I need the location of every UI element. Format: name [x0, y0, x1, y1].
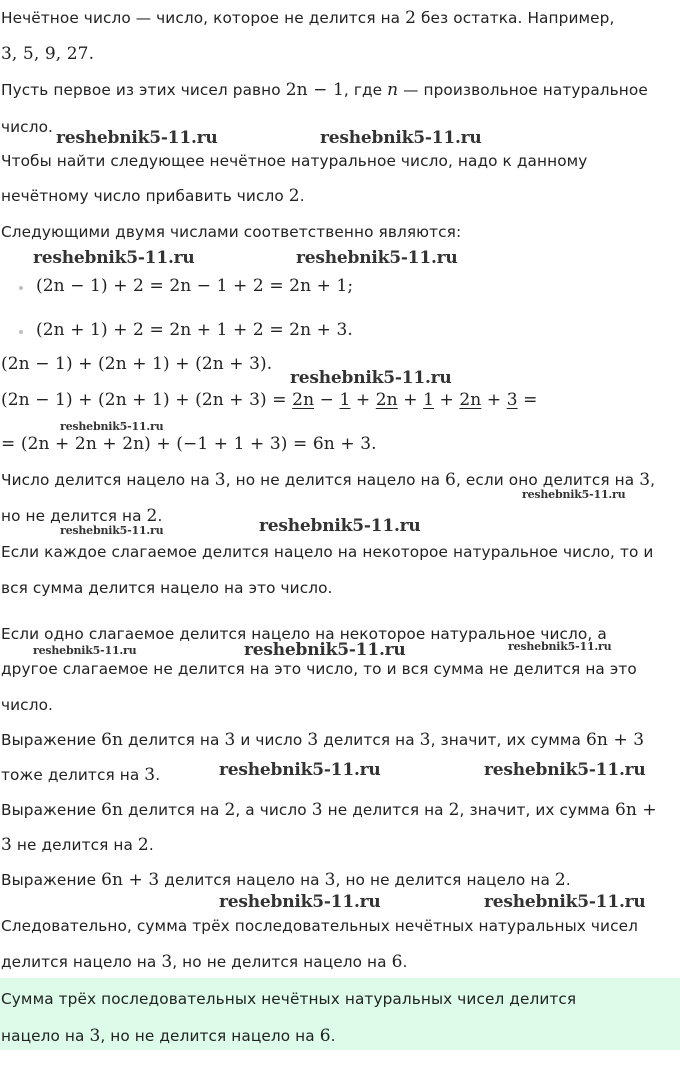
text: но не делится на [1, 507, 147, 525]
math: − [314, 390, 340, 410]
math: 2 [146, 506, 158, 526]
first-number-line [1, 80, 648, 100]
answer-line-2 [1, 1026, 336, 1046]
first-number-line-2 [1, 117, 53, 137]
text: Следовательно, сумма трёх последовательных нечётных натуральных чисел [1, 917, 638, 935]
watermark: reshebnik5-11.ru [522, 488, 626, 501]
watermark: reshebnik5-11.ru [219, 892, 381, 912]
watermark: reshebnik5-11.ru [244, 640, 406, 660]
watermark: reshebnik5-11.ru [320, 128, 482, 148]
math: 2 [405, 8, 417, 28]
math: 3 [144, 765, 156, 785]
examples-line [1, 44, 94, 64]
text: не делится на [11, 836, 138, 854]
math: + [481, 390, 507, 410]
math: (2n − 1) + (2n + 1) + (2n + 3). [1, 354, 273, 374]
watermark: reshebnik5-11.ru [484, 760, 646, 780]
next-number-line [1, 151, 587, 171]
watermark: reshebnik5-11.ru [290, 368, 452, 388]
text: Число делится нацело на [1, 471, 215, 489]
conclusion-2 [1, 952, 408, 972]
text: Пусть первое из этих чисел равно [1, 81, 286, 99]
text: без остатка. Например, [416, 9, 615, 27]
text: , а число [235, 801, 312, 819]
text: , но не делится нацело на [335, 871, 555, 889]
text: и число [235, 731, 308, 749]
math: 2n [292, 390, 315, 410]
expression-by-3 [1, 730, 644, 750]
text: делится на [123, 801, 225, 819]
sum-property-1 [1, 542, 653, 562]
expression-6n3 [1, 870, 571, 890]
divisibility-rule [1, 470, 655, 490]
math: 3 [324, 870, 336, 890]
math: 3 [1, 835, 12, 855]
math: 6n [101, 800, 124, 820]
text: не делится на [322, 801, 449, 819]
bullet-equation-2 [36, 320, 353, 340]
text: . [330, 1027, 336, 1045]
bullet-equation-1 [36, 276, 353, 296]
text: Выражение [1, 731, 102, 749]
text: . [148, 836, 154, 854]
bullet-1 [19, 286, 23, 290]
text: , значит, их сумма [459, 801, 615, 819]
text: делится на [318, 731, 420, 749]
math: 6 [319, 1026, 331, 1046]
math: = (2n + 2n + 2n) + (−1 + 1 + 3) = 6n + 3. [1, 434, 377, 454]
text: вся сумма делится нацело на это число. [1, 579, 333, 597]
text: Чтобы найти следующее нечётное натуральное число, надо к данному [1, 152, 588, 170]
text: тоже делится на [1, 766, 145, 784]
watermark: reshebnik5-11.ru [508, 640, 612, 653]
math: 2n [375, 390, 398, 410]
expression-by-2 [1, 800, 657, 820]
sum-property-2-3 [1, 695, 53, 715]
text: нечётному число прибавить число [1, 187, 289, 205]
text: нацело на [1, 1027, 90, 1045]
next-number-line-2 [1, 186, 305, 206]
math: 1 [339, 390, 351, 410]
text: число. [1, 118, 53, 136]
text: , но не делится нацело на [172, 953, 392, 971]
sum-property-1-2 [1, 578, 333, 598]
math: (2n + 1) + 2 = 2n + 1 + 2 = 2n + 3. [36, 320, 353, 340]
math: + [434, 390, 460, 410]
text: Выражение [1, 871, 102, 889]
watermark: reshebnik5-11.ru [484, 892, 646, 912]
definition-line [1, 8, 614, 28]
watermark: reshebnik5-11.ru [56, 128, 218, 148]
math: + [350, 390, 376, 410]
math: + [397, 390, 424, 410]
math: (2n − 1) + (2n + 1) + (2n + 3) = [1, 390, 293, 410]
math: 3 [89, 1026, 101, 1046]
math: 1 [423, 390, 435, 410]
text: , но не делится нацело на [100, 1027, 320, 1045]
next-two-heading [1, 222, 461, 242]
text: , если оно делится на [455, 471, 640, 489]
math: n [387, 80, 399, 100]
watermark: reshebnik5-11.ru [60, 420, 164, 433]
math: 2 [448, 800, 460, 820]
text: . [155, 766, 161, 784]
text: . [299, 187, 305, 205]
expression-by-2-2 [1, 835, 154, 855]
text: делится на [123, 731, 225, 749]
math: 2n [459, 390, 482, 410]
watermark: reshebnik5-11.ru [33, 644, 137, 657]
math: 2 [224, 800, 236, 820]
text: , [650, 471, 656, 489]
text: другое слагаемое не делится на это число, то и вся сумма не делится на это [1, 660, 637, 678]
math: 3 [161, 952, 173, 972]
text: — произвольное натуральное [398, 81, 648, 99]
watermark: reshebnik5-11.ru [259, 516, 421, 536]
math: 6 [445, 470, 456, 490]
math: 2 [554, 870, 566, 890]
text: делится нацело на [1, 953, 162, 971]
math: (2n − 1) + 2 = 2n − 1 + 2 = 2n + 1; [36, 276, 354, 296]
math: 6n + 3 [585, 730, 645, 750]
sum-expression [1, 354, 272, 374]
text: Если одно слагаемое делится нацело на некоторое натуральное число, а [1, 625, 607, 643]
text: . [565, 871, 571, 889]
math: 6 [391, 952, 403, 972]
math: 3 [224, 730, 236, 750]
divisibility-rule-2 [1, 506, 162, 526]
text: Сумма трёх последовательных нечётных натуральных чисел делится [1, 990, 577, 1008]
answer-line [1, 989, 576, 1009]
bullet-2 [19, 330, 23, 334]
text: Если каждое слагаемое делится нацело на некоторое натуральное число, то и [1, 543, 654, 561]
text: , но не делится нацело на [225, 471, 446, 489]
watermark: reshebnik5-11.ru [296, 248, 458, 268]
math: 6n [101, 730, 124, 750]
math: 3 [307, 730, 319, 750]
sum-property-2-2 [1, 659, 637, 679]
text: число. [1, 696, 53, 714]
math: 3, 5, 9, 27. [1, 44, 95, 64]
text: . [157, 507, 163, 525]
math: 2 [288, 186, 300, 206]
math: 2n − 1 [285, 80, 344, 100]
math: 3 [311, 800, 323, 820]
text: Следующими двумя числами соответственно являются: [1, 223, 462, 241]
text: Выражение [1, 801, 102, 819]
text: Нечётное число — число, которое не делится на [1, 9, 406, 27]
watermark: reshebnik5-11.ru [219, 760, 381, 780]
watermark: reshebnik5-11.ru [60, 524, 164, 537]
math: 3 [506, 390, 518, 410]
math: 3 [214, 470, 226, 490]
math: 6n + [614, 800, 657, 820]
text: , где [343, 81, 388, 99]
sum-result [1, 434, 377, 454]
math: 3 [639, 470, 651, 490]
sum-equation [1, 390, 537, 410]
math: 6n + 3 [101, 870, 160, 890]
math: = [517, 390, 538, 410]
expression-by-3-2 [1, 765, 160, 785]
text: делится нацело на [159, 871, 325, 889]
watermark: reshebnik5-11.ru [33, 248, 195, 268]
math: 2 [137, 835, 149, 855]
text: . [402, 953, 408, 971]
conclusion [1, 916, 638, 936]
text: , значит, их сумма [430, 731, 586, 749]
math: 3 [419, 730, 431, 750]
